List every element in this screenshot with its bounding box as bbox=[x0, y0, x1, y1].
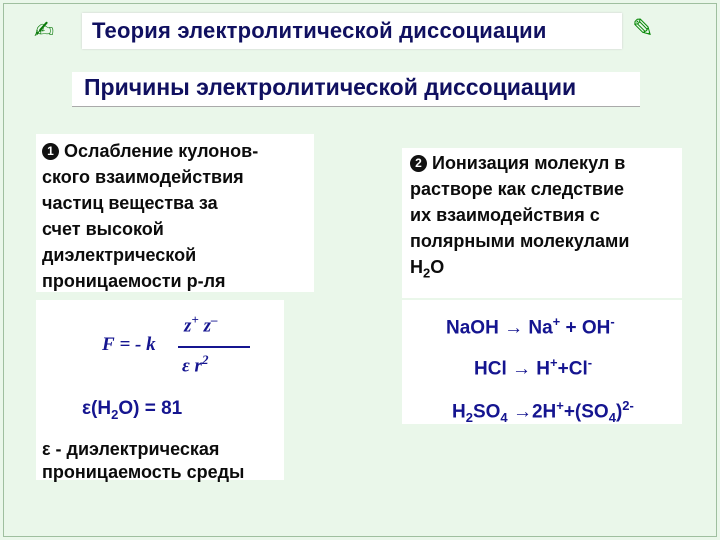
left-cause-line: ского взаимодействия bbox=[42, 167, 244, 187]
page-subtitle: Причины электролитической диссоциации bbox=[84, 74, 577, 100]
reaction-h2so4: $H_2SO_4 \to 2H^++(SO_4)^{2-}$ bbox=[452, 398, 634, 426]
left-cause-line: частиц вещества за bbox=[42, 193, 218, 213]
formula-numerator: z+ z– bbox=[184, 312, 218, 337]
right-cause-line: их взаимодействия с bbox=[410, 205, 600, 225]
page-title: Теория электролитической диссоциации bbox=[92, 18, 547, 43]
right-cause-line: Ионизация молекул в bbox=[432, 153, 626, 173]
h2o-formula: $H_2O$ bbox=[410, 257, 445, 281]
right-cause-line: полярными молекулами bbox=[410, 231, 630, 251]
left-cause-line: счет высокой bbox=[42, 219, 164, 239]
left-cause-text bbox=[42, 138, 258, 294]
left-cause-line: диэлектрической bbox=[42, 245, 197, 265]
left-cause-line: проницаемости р-ля bbox=[42, 271, 226, 291]
fraction-bar bbox=[178, 346, 250, 348]
pencil-icon: ✎ bbox=[632, 14, 654, 44]
right-cause-text bbox=[410, 150, 629, 287]
number-one-icon: 1 bbox=[42, 143, 59, 160]
reaction-naoh: NaOH → Na+ + OH- bbox=[446, 314, 615, 339]
formula-denominator: ε $r^2$ bbox=[182, 352, 209, 377]
reaction-hcl: HCl → H++Cl- bbox=[474, 355, 593, 380]
writing-hand-icon: ✍ bbox=[34, 16, 55, 44]
right-cause-line: растворе как следствие bbox=[410, 179, 625, 199]
permittivity-note: ε - диэлектрическая проницаемость среды bbox=[42, 439, 245, 482]
water-permittivity: $\varepsilon(H_2O) = 81$ bbox=[82, 398, 183, 422]
number-two-icon: 2 bbox=[410, 155, 427, 172]
formula-lhs: F = - k bbox=[102, 334, 156, 355]
left-cause-line: Ослабление кулонов- bbox=[64, 141, 259, 161]
